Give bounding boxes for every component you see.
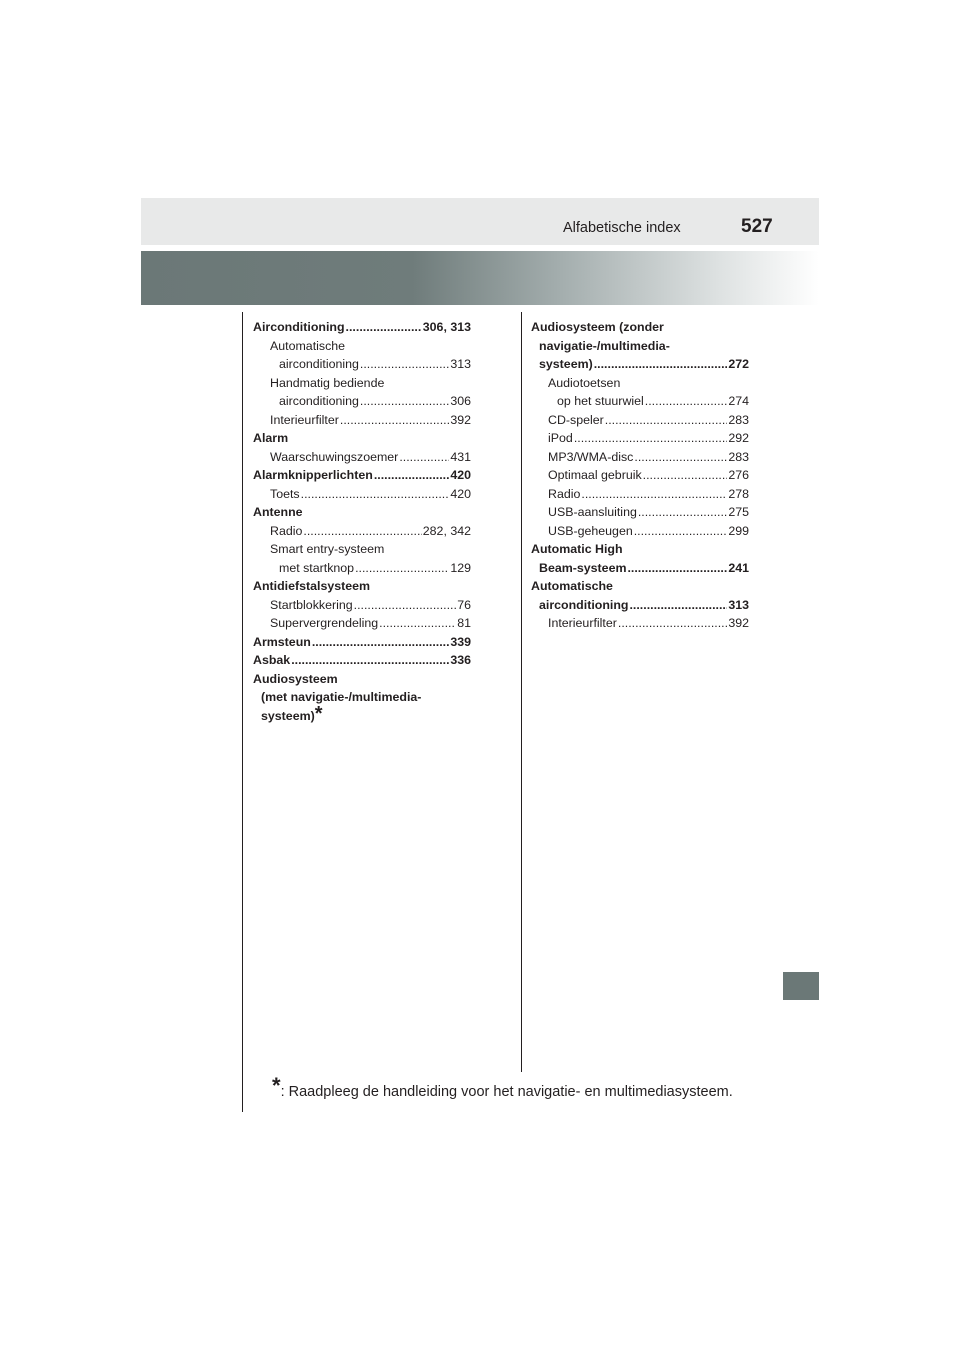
index-entry — [531, 559, 749, 578]
index-entry — [531, 522, 749, 541]
index-entry-term: Radio — [548, 486, 581, 501]
index-entry-pages: 392 — [728, 616, 749, 630]
index-entry-pages: 306 — [450, 394, 471, 408]
index-entry — [253, 559, 471, 578]
index-entry-term: op het stuurwiel — [557, 394, 644, 408]
dot-leader — [346, 318, 422, 337]
index-entry-term: navigatie-/multimedia- — [539, 338, 670, 353]
index-entry-term: Automatic High — [531, 542, 623, 556]
index-entry-term: CD-speler — [548, 412, 604, 427]
index-column-left — [253, 318, 471, 725]
index-entry-term: (met navigatie-/multimedia- — [261, 690, 422, 704]
index-entry-term: Alarmknipperlichten — [253, 468, 373, 482]
index-entry — [253, 503, 471, 522]
index-entry-pages: 76 — [457, 597, 471, 612]
index-entry-pages: 431 — [450, 449, 471, 464]
dot-leader — [291, 651, 449, 670]
index-entry-term: Radio — [270, 523, 303, 538]
footnote-star: * — [272, 1073, 281, 1098]
index-entry-pages: 278 — [728, 486, 749, 501]
dot-leader — [594, 355, 728, 374]
index-entry-pages: 282, 342 — [422, 523, 471, 538]
index-entry — [253, 577, 471, 596]
dot-leader — [340, 411, 449, 430]
index-entry — [253, 596, 471, 615]
index-entry-term: airconditioning — [279, 357, 359, 371]
index-entry-pages: 392 — [450, 412, 471, 427]
left-margin-rule — [242, 312, 243, 1112]
index-entry-term: Startblokkering — [270, 597, 353, 612]
index-entry-term: Interieurfilter — [270, 412, 339, 427]
index-entry — [253, 688, 471, 707]
index-entry-term: Supervergrendeling — [270, 616, 379, 630]
index-entry — [253, 633, 471, 652]
index-entry — [253, 485, 471, 504]
index-column-right — [531, 318, 749, 633]
index-entry — [531, 540, 749, 559]
dot-leader — [301, 485, 450, 504]
dot-leader — [605, 411, 728, 430]
index-entry-term: Airconditioning — [253, 320, 345, 334]
index-entry-term: Waarschuwingszoemer — [270, 449, 399, 464]
index-entry-pages: 306, 313 — [422, 320, 471, 334]
index-entry-pages: 283 — [728, 449, 749, 464]
index-entry-term: Antenne — [253, 505, 303, 519]
index-entry-pages: 292 — [728, 431, 749, 445]
index-entry — [531, 337, 749, 356]
dot-leader — [618, 614, 727, 633]
index-entry-term: Audiosysteem (zonder — [531, 320, 664, 334]
section-title: Alfabetische index — [563, 220, 681, 236]
dot-leader — [354, 596, 457, 615]
index-entry-term: Optimaal gebruik — [548, 468, 642, 482]
index-entry — [253, 522, 471, 541]
decorative-gradient-band — [141, 251, 819, 305]
index-entry-pages: 275 — [728, 505, 749, 519]
dot-leader — [303, 522, 421, 541]
dot-leader — [312, 633, 449, 652]
index-entry-term: MP3/WMA-disc — [548, 449, 634, 464]
index-entry-term: Antidiefstalsysteem — [253, 579, 371, 593]
index-entry — [253, 540, 471, 559]
index-entry — [531, 503, 749, 522]
index-entry — [253, 614, 471, 633]
index-entry — [531, 466, 749, 485]
dot-leader — [581, 485, 727, 504]
index-entry-term: Toets — [270, 486, 300, 501]
index-entry-term: Automatische — [270, 338, 346, 353]
index-entry-term: Audiotoetsen — [548, 375, 621, 390]
header-bar — [141, 198, 819, 245]
index-entry-pages: 299 — [728, 523, 749, 538]
index-entry-term: Alarm — [253, 431, 289, 445]
index-entry-pages: 241 — [728, 560, 749, 575]
dot-leader — [355, 559, 449, 578]
index-entry-term: systeem) — [261, 708, 315, 723]
dot-leader — [634, 448, 727, 467]
index-entry — [253, 355, 471, 374]
index-entry-term: airconditioning — [279, 394, 359, 408]
footnote — [272, 1073, 733, 1100]
index-entry — [531, 485, 749, 504]
index-entry — [531, 577, 749, 596]
index-entry-term: airconditioning — [539, 597, 629, 612]
index-entry — [253, 651, 471, 670]
index-entry-pages: 313 — [728, 597, 749, 612]
index-entry — [253, 466, 471, 485]
dot-leader — [643, 466, 728, 485]
index-entry-term: Interieurfilter — [548, 616, 617, 630]
index-entry — [531, 318, 749, 337]
index-entry-pages: 420 — [450, 468, 471, 482]
index-entry-term: Beam-systeem — [539, 560, 627, 575]
dot-leader — [574, 429, 728, 448]
index-entry — [531, 392, 749, 411]
dot-leader — [360, 355, 449, 374]
index-entry-pages: 272 — [728, 357, 749, 371]
footnote-text: : Raadpleeg de handleiding voor het navigatie- en multimediasysteem. — [280, 1084, 733, 1100]
index-entry — [531, 355, 749, 374]
index-entry — [253, 411, 471, 430]
index-entry — [253, 374, 471, 393]
dot-leader — [627, 559, 727, 578]
index-entry — [253, 429, 471, 448]
index-entry-term: Automatische — [531, 579, 613, 593]
index-entry-term: Audiosysteem — [253, 671, 338, 686]
index-entry — [531, 448, 749, 467]
index-entry-pages: 336 — [450, 653, 471, 667]
index-entry — [531, 411, 749, 430]
index-entry — [531, 614, 749, 633]
index-entry-pages: 420 — [450, 486, 471, 501]
index-entry — [253, 337, 471, 356]
page-number: 527 — [741, 216, 773, 237]
index-entry-term: Asbak — [253, 653, 291, 667]
dot-leader — [629, 596, 727, 615]
index-entry-pages: 129 — [450, 560, 471, 575]
index-entry — [253, 448, 471, 467]
index-entry-term: USB-geheugen — [548, 523, 633, 538]
index-entry-term: systeem) — [539, 357, 593, 371]
dot-leader — [638, 503, 727, 522]
index-entry-term: Armsteun — [253, 634, 311, 649]
dot-leader — [399, 448, 449, 467]
index-entry-term: met startknop — [279, 560, 355, 575]
index-entry-term: Smart entry-systeem — [270, 542, 385, 556]
index-entry — [531, 374, 749, 393]
index-entry-term: USB-aansluiting — [548, 505, 637, 519]
index-entry-pages: 81 — [457, 616, 471, 630]
index-entry — [531, 429, 749, 448]
index-entry-pages: 339 — [450, 634, 471, 649]
index-entry-term: Handmatig bediende — [270, 375, 385, 390]
index-entry — [253, 392, 471, 411]
dot-leader — [360, 392, 449, 411]
dot-leader — [374, 466, 450, 485]
index-entry — [253, 318, 471, 337]
index-entry: systeem) * — [261, 702, 323, 725]
index-entry-pages: 276 — [728, 468, 749, 482]
dot-leader — [634, 522, 728, 541]
index-entry-pages: 274 — [728, 394, 749, 408]
chapter-tab — [783, 972, 819, 1000]
index-entry — [253, 670, 471, 689]
index-entry — [531, 596, 749, 615]
index-entry-pages: 283 — [728, 412, 749, 427]
dot-leader — [379, 614, 456, 633]
dot-leader — [645, 392, 728, 411]
column-divider — [521, 312, 522, 1072]
index-entry-pages: 313 — [450, 357, 471, 371]
index-entry-term: iPod — [548, 431, 573, 445]
